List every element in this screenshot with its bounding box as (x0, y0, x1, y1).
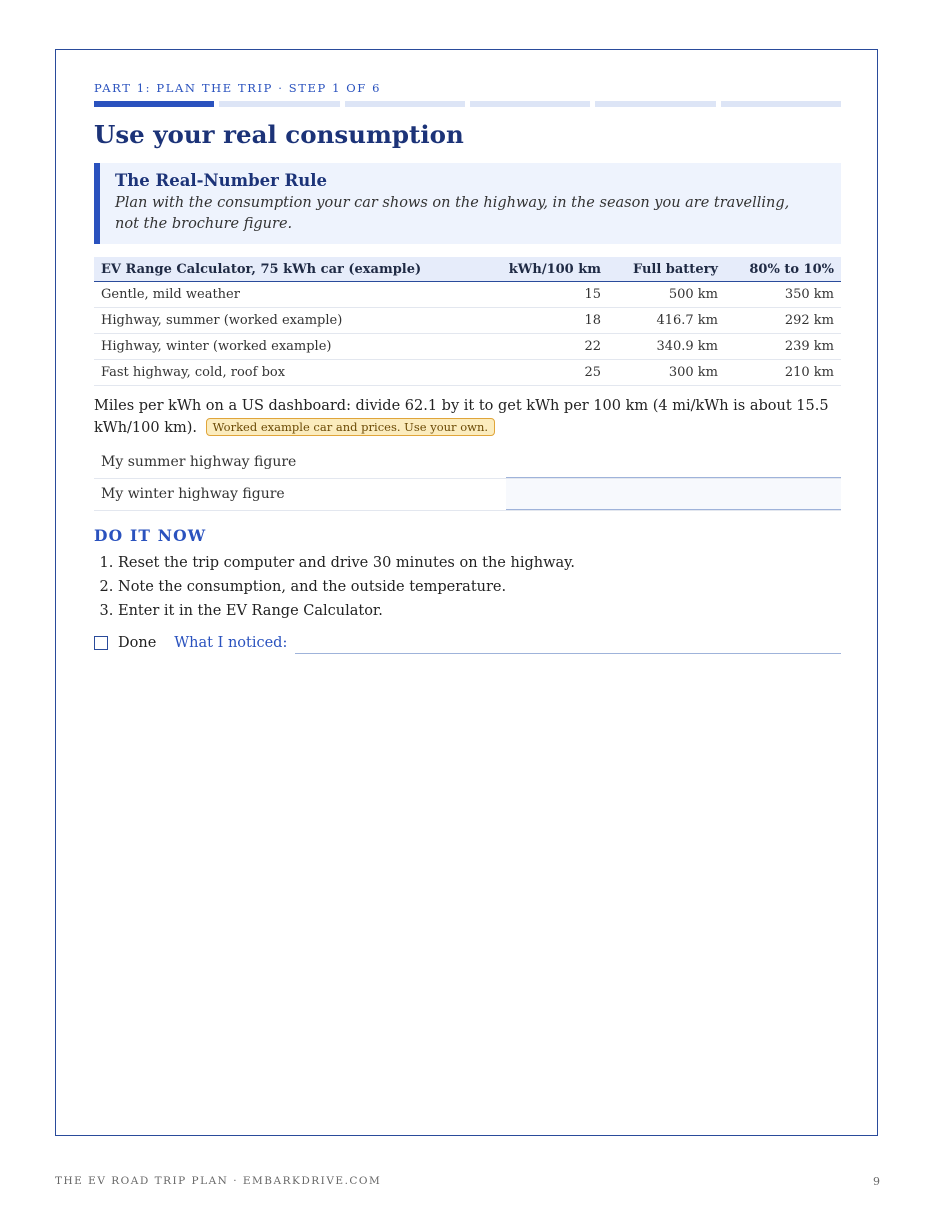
noticed-label: What I noticed: (174, 635, 288, 651)
column-header: Full battery (608, 257, 725, 282)
full-battery-cell: 300 km (608, 360, 725, 386)
winter-figure-row (94, 479, 841, 511)
summer-figure-label: My summer highway figure (101, 454, 297, 470)
winter-figure-label: My winter highway figure (101, 486, 285, 502)
progress-segment-1 (94, 101, 214, 107)
step-progress-bar (94, 101, 841, 107)
window-cell: 350 km (725, 282, 841, 308)
progress-segment-5 (595, 101, 715, 107)
consumption-fields (94, 447, 841, 511)
kwh-cell: 22 (473, 334, 608, 360)
kwh-cell: 15 (473, 282, 608, 308)
full-battery-cell: 340.9 km (608, 334, 725, 360)
progress-segment-2 (219, 101, 339, 107)
row-label: Highway, summer (worked example) (94, 308, 473, 334)
step-eyebrow: PART 1: PLAN THE TRIP · STEP 1 OF 6 (94, 81, 382, 95)
table-row (94, 334, 841, 360)
noticed-input[interactable] (295, 633, 841, 654)
full-battery-cell: 500 km (608, 282, 725, 308)
conversion-note (94, 395, 841, 439)
conversion-note-text: Miles per kWh on a US dashboard: divide 62.1 by it to get kWh per 100 km (4 mi/kWh is about 15.5 kWh/100 km). (94, 398, 829, 436)
rule-body: Plan with the consumption your car shows on the highway, in the season you are travelling, not the brochure figure. (115, 195, 790, 232)
done-checkbox[interactable] (94, 636, 108, 650)
page-frame (55, 49, 878, 1136)
progress-segment-3 (345, 101, 465, 107)
list-item: 3. Enter it in the EV Range Calculator. (118, 599, 575, 623)
progress-segment-6 (721, 101, 841, 107)
full-battery-cell: 416.7 km (608, 308, 725, 334)
winter-figure-input[interactable] (506, 479, 841, 510)
kwh-cell: 25 (473, 360, 608, 386)
column-header: EV Range Calculator, 75 kWh car (example) (94, 257, 473, 282)
kwh-cell: 18 (473, 308, 608, 334)
page-title: Use your real consumption (94, 120, 464, 149)
row-label: Fast highway, cold, roof box (94, 360, 473, 386)
window-cell: 292 km (725, 308, 841, 334)
do-it-now-heading: DO IT NOW (94, 526, 207, 545)
list-item: 2. Note the consumption, and the outside temperature. (118, 575, 575, 599)
example-badge: Worked example car and prices. Use your own. (206, 418, 495, 436)
do-it-now-steps (94, 551, 575, 623)
table-row (94, 282, 841, 308)
done-label: Done (118, 635, 157, 651)
table-row (94, 360, 841, 386)
progress-segment-4 (470, 101, 590, 107)
column-header: kWh/100 km (473, 257, 608, 282)
column-header: 80% to 10% (725, 257, 841, 282)
footer-title: THE EV ROAD TRIP PLAN · EMBARKDRIVE.COM (55, 1175, 382, 1187)
done-row (94, 633, 841, 653)
table-header-row (94, 257, 841, 282)
summer-figure-row (94, 447, 841, 479)
row-label: Highway, winter (worked example) (94, 334, 473, 360)
row-label: Gentle, mild weather (94, 282, 473, 308)
summer-figure-input[interactable] (506, 447, 841, 478)
rule-callout (94, 163, 841, 244)
table-row (94, 308, 841, 334)
rule-title: The Real-Number Rule (115, 171, 328, 190)
list-item: 1. Reset the trip computer and drive 30 minutes on the highway. (118, 551, 575, 575)
ev-range-calculator-table (94, 257, 841, 386)
page-number: 9 (873, 1175, 880, 1188)
window-cell: 239 km (725, 334, 841, 360)
window-cell: 210 km (725, 360, 841, 386)
